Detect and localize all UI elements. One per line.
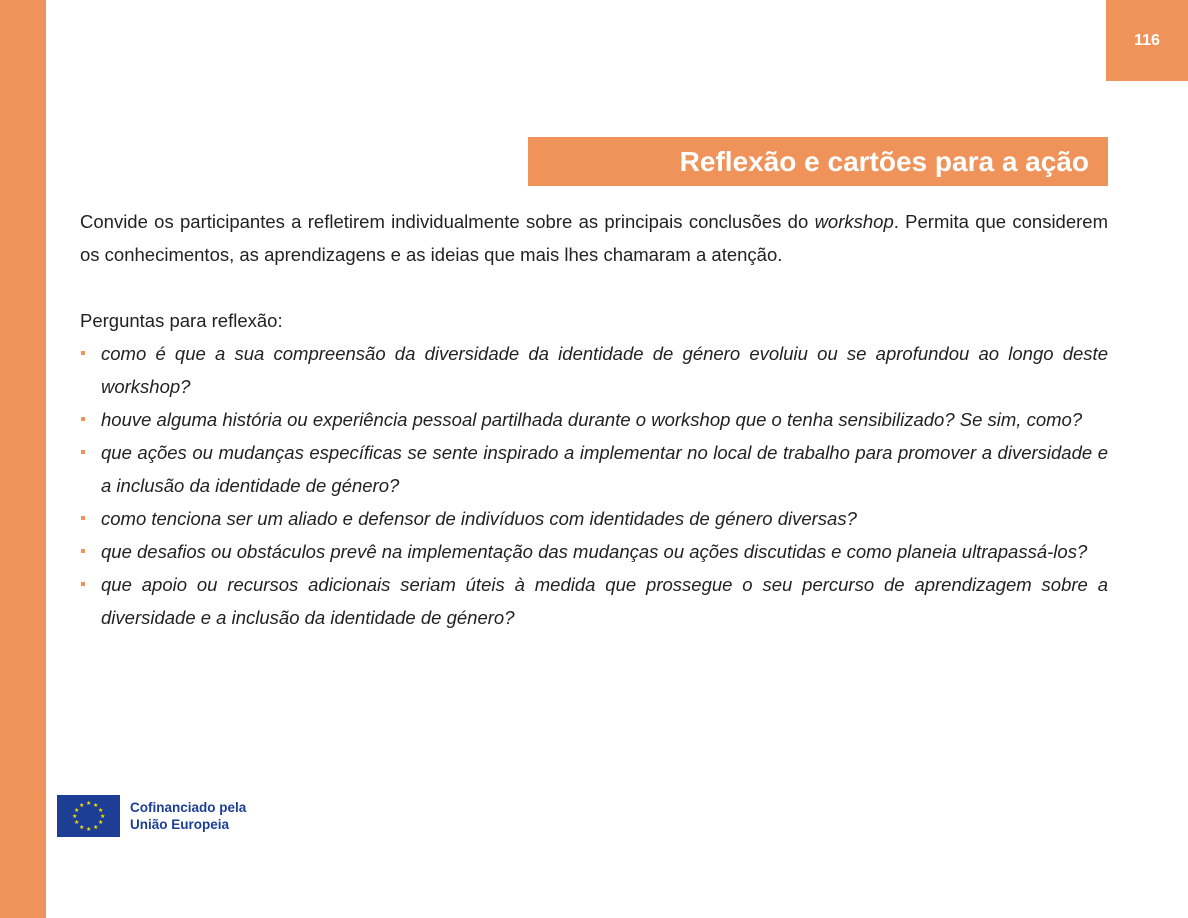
list-item [80, 403, 1108, 436]
question-text: que apoio ou recursos adicionais seriam úteis à medida que prossegue o seu percurso de aprendizagem sobre a diversidade e a inclusão da identidade de género? [101, 574, 1108, 628]
list-item [80, 502, 1108, 535]
intro-italic-term: workshop [814, 211, 894, 232]
left-accent-bar [0, 0, 46, 918]
square-bullet-icon [81, 516, 85, 520]
main-content [80, 205, 1108, 634]
square-bullet-icon [81, 549, 85, 553]
question-text: como tenciona ser um aliado e defensor de indivíduos com identidades de género diversas? [101, 508, 857, 529]
list-item [80, 568, 1108, 634]
section-title: Reflexão e cartões para a ação [528, 137, 1108, 186]
question-text: que desafios ou obstáculos prevê na implementação das mudanças ou ações discutidas e como planeia ultrapassá-los? [101, 541, 1088, 562]
question-text: houve alguma história ou experiência pessoal partilhada durante o workshop que o tenha sensibilizado? Se sim, como? [101, 409, 1083, 430]
question-text: como é que a sua compreensão da diversidade da identidade de género evoluiu ou se aprofundou ao longo deste workshop? [101, 343, 1108, 397]
list-item [80, 535, 1108, 568]
page-number: 116 [1106, 0, 1188, 81]
intro-text-start: Convide os participantes a refletirem individualmente sobre as principais conclusões do [80, 211, 815, 232]
intro-paragraph [80, 205, 1108, 271]
square-bullet-icon [81, 351, 85, 355]
square-bullet-icon [81, 582, 85, 586]
square-bullet-icon [81, 450, 85, 454]
questions-heading: Perguntas para reflexão: [80, 310, 283, 331]
list-item [80, 337, 1108, 403]
question-list [80, 337, 1108, 634]
intro-text-end: . Permita que considerem os conhecimentos, as aprendizagens e as ideias que mais lhes chamaram a atenção. [80, 211, 1108, 265]
square-bullet-icon [81, 417, 85, 421]
eu-cofunding-logo [57, 795, 246, 837]
eu-text-line-1: Cofinanciado pela [130, 800, 247, 815]
eu-cofunding-text [130, 799, 246, 833]
eu-text-line-2: União Europeia [130, 817, 230, 832]
question-text: que ações ou mudanças específicas se sente inspirado a implementar no local de trabalho para promover a diversidade e a inclusão da identidade de género? [101, 442, 1108, 496]
list-item [80, 436, 1108, 502]
eu-flag-icon: ★ ★ ★ ★ ★ ★ ★ ★ ★ ★ ★ ★ [57, 795, 120, 837]
